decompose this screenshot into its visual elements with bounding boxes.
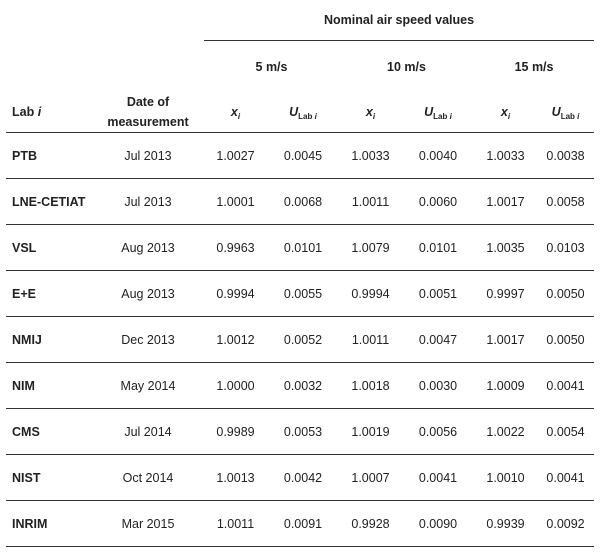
x10-cell: 1.0033 [339, 133, 402, 179]
x10-cell: 0.9994 [339, 271, 402, 317]
u5-cell: 0.0068 [267, 179, 339, 225]
x10-cell: 1.0007 [339, 455, 402, 501]
table-row [6, 455, 594, 501]
x5-cell: 1.0012 [204, 317, 267, 363]
u5-cell: 0.0101 [267, 225, 339, 271]
lab-name-cell: E+E [6, 271, 92, 317]
lab-name-cell: VSL [6, 225, 92, 271]
u15-column-header: $U_{Lab i}$ [537, 92, 594, 133]
x15-cell: 1.0017 [474, 179, 537, 225]
x15-cell: 0.9997 [474, 271, 537, 317]
x5-cell: 0.9963 [204, 225, 267, 271]
table-header [6, 0, 594, 133]
x15-cell: 0.9939 [474, 501, 537, 547]
lab-name-cell: NMIJ [6, 317, 92, 363]
date-cell: Aug 2013 [92, 225, 204, 271]
u10-column-header: $U_{Lab i}$ [402, 92, 474, 133]
speed-5-header: 5 m/s [255, 59, 288, 74]
lab-name-cell: PTB [6, 133, 92, 179]
u15-cell: 0.0092 [537, 501, 594, 547]
x15-cell: 1.0017 [474, 317, 537, 363]
table-row [6, 133, 594, 179]
x15-cell: 1.0009 [474, 363, 537, 409]
u10-cell: 0.0090 [402, 501, 474, 547]
u5-cell: 0.0055 [267, 271, 339, 317]
x5-cell: 0.9989 [204, 409, 267, 455]
x5-column-header: $x_i$ [204, 92, 267, 133]
u15-cell: 0.0050 [537, 271, 594, 317]
x10-cell: 1.0011 [339, 317, 402, 363]
u10-cell: 0.0040 [402, 133, 474, 179]
table-row [6, 271, 594, 317]
table-row [6, 363, 594, 409]
date-cell: Jul 2013 [92, 179, 204, 225]
u5-cell: 0.0045 [267, 133, 339, 179]
lab-name-cell: LNE-CETIAT [6, 179, 92, 225]
u15-cell: 0.0038 [537, 133, 594, 179]
u15-cell: 0.0058 [537, 179, 594, 225]
table-row [6, 317, 594, 363]
speed-10-header: 10 m/s [387, 59, 426, 74]
x15-column-header: $x_i$ [474, 92, 537, 133]
x10-cell: 1.0019 [339, 409, 402, 455]
x15-cell: 1.0033 [474, 133, 537, 179]
x10-column-header: $x_i$ [339, 92, 402, 133]
lab-name-cell: NIST [6, 455, 92, 501]
table-body [6, 133, 594, 547]
table-row [6, 179, 594, 225]
x10-cell: 0.9928 [339, 501, 402, 547]
u10-cell: 0.0030 [402, 363, 474, 409]
x5-cell: 1.0013 [204, 455, 267, 501]
table-row [6, 409, 594, 455]
x10-cell: 1.0018 [339, 363, 402, 409]
x5-cell: 1.0000 [204, 363, 267, 409]
lab-name-cell: CMS [6, 409, 92, 455]
x10-cell: 1.0011 [339, 179, 402, 225]
date-column-header: Date of measurement [92, 92, 204, 133]
speed-15-header: 15 m/s [514, 59, 554, 74]
u10-cell: 0.0047 [402, 317, 474, 363]
u5-cell: 0.0052 [267, 317, 339, 363]
date-cell: Dec 2013 [92, 317, 204, 363]
u5-cell: 0.0042 [267, 455, 339, 501]
group-title: Nominal air speed values [204, 0, 594, 41]
date-cell: May 2014 [92, 363, 204, 409]
lab-name-cell: NIM [6, 363, 92, 409]
table-row [6, 501, 594, 547]
x5-cell: 1.0001 [204, 179, 267, 225]
table-row [6, 225, 594, 271]
x5-cell: 1.0011 [204, 501, 267, 547]
date-cell: Mar 2015 [92, 501, 204, 547]
x15-cell: 1.0022 [474, 409, 537, 455]
x15-cell: 1.0035 [474, 225, 537, 271]
u10-cell: 0.0060 [402, 179, 474, 225]
date-cell: Jul 2014 [92, 409, 204, 455]
date-cell: Oct 2014 [92, 455, 204, 501]
u5-cell: 0.0053 [267, 409, 339, 455]
u15-cell: 0.0050 [537, 317, 594, 363]
date-cell: Jul 2013 [92, 133, 204, 179]
comparison-table [6, 0, 594, 547]
u15-cell: 0.0041 [537, 455, 594, 501]
u5-cell: 0.0091 [267, 501, 339, 547]
u15-cell: 0.0103 [537, 225, 594, 271]
u5-cell: 0.0032 [267, 363, 339, 409]
u10-cell: 0.0056 [402, 409, 474, 455]
u15-cell: 0.0054 [537, 409, 594, 455]
u15-cell: 0.0041 [537, 363, 594, 409]
x5-cell: 0.9994 [204, 271, 267, 317]
u5-column-header: $U_{Lab i}$ [267, 92, 339, 133]
u10-cell: 0.0051 [402, 271, 474, 317]
date-cell: Aug 2013 [92, 271, 204, 317]
lab-name-cell: INRIM [6, 501, 92, 547]
u10-cell: 0.0101 [402, 225, 474, 271]
x15-cell: 1.0010 [474, 455, 537, 501]
x10-cell: 1.0079 [339, 225, 402, 271]
x5-cell: 1.0027 [204, 133, 267, 179]
u10-cell: 0.0041 [402, 455, 474, 501]
lab-column-header: Lab i [6, 92, 92, 133]
